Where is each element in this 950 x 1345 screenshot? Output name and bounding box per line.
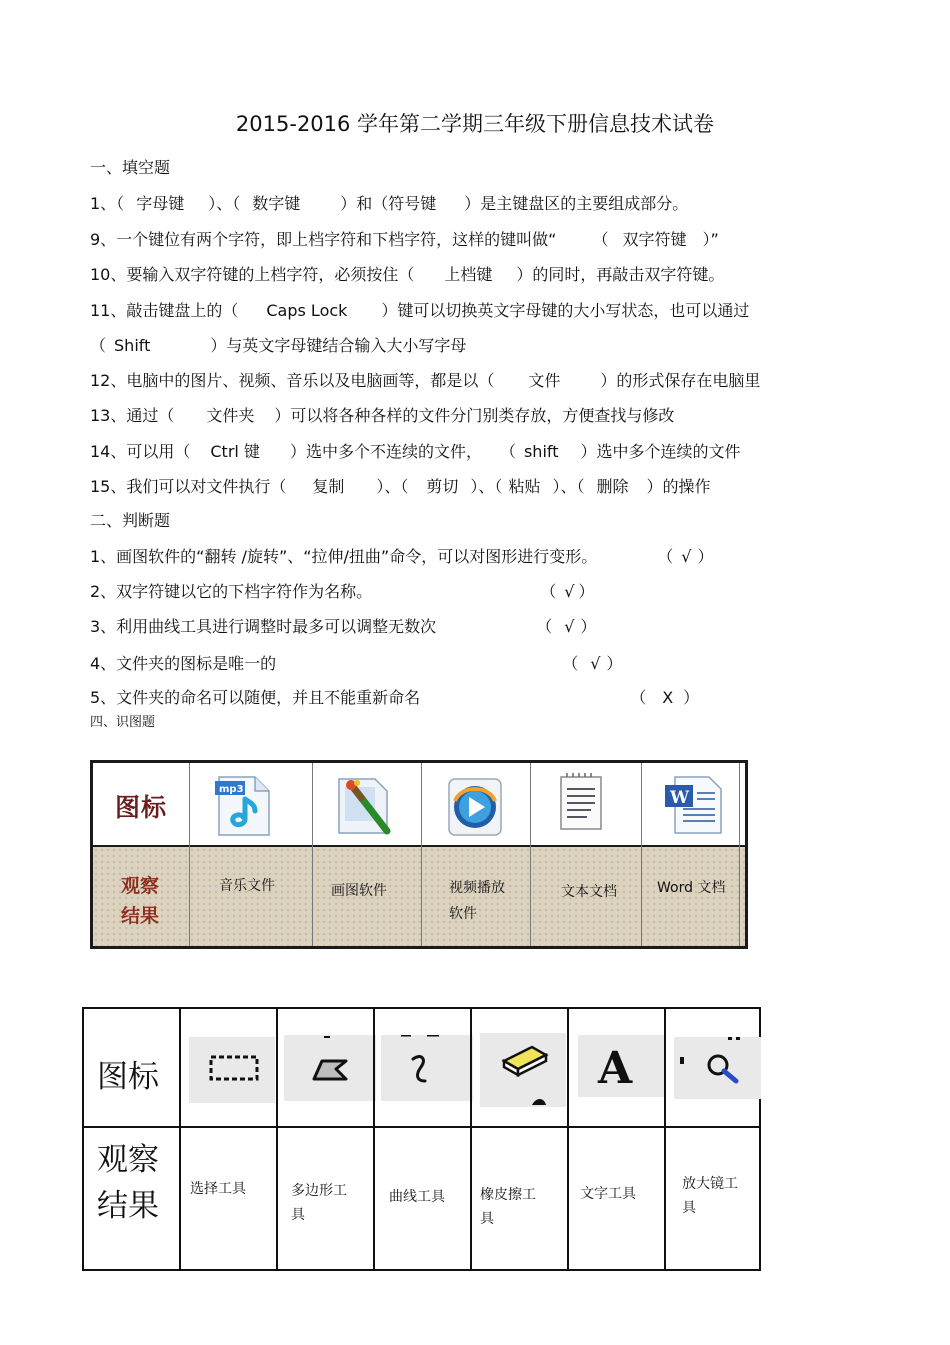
icon-table-2 [82, 1007, 761, 1271]
question-10 [90, 262, 724, 285]
judge-open: （ [540, 582, 557, 601]
judge-close: ） [697, 547, 714, 566]
result-text: 具 [682, 1200, 696, 1216]
judge-answer: √ [590, 654, 601, 673]
media-player-icon [443, 773, 507, 843]
judge-item [90, 614, 596, 637]
question-15 [90, 474, 711, 497]
result-text: 软件 [449, 906, 477, 922]
q12-text: 12、电脑中的图片、视频、音乐以及电脑画等，都是以（ [90, 371, 495, 390]
q15-sep-1: ）、（ [376, 477, 409, 496]
result-header-line-2: 结果 [97, 1188, 159, 1224]
q10-suffix: ）的同时，再敲击双字符键。 [516, 265, 725, 284]
result-cell-paint [331, 878, 387, 904]
judge-open: （ [657, 547, 674, 566]
text-tool-glyph: A [598, 1043, 633, 1094]
result-text: 曲线工具 [389, 1189, 445, 1205]
q14-suffix: ）选中多个连续的文件 [580, 442, 741, 461]
result-cell-select [190, 1177, 246, 1201]
q9-open: （ [592, 230, 609, 249]
result-text: 放大镜工 [682, 1176, 738, 1192]
question-9 [90, 227, 719, 250]
q15-sep-3: ）、（ [552, 477, 585, 496]
judge-item [90, 544, 713, 567]
result-cell-magnifier [682, 1172, 738, 1220]
judge-close: ） [580, 617, 597, 636]
q14-text: 14、可以用（ [90, 442, 191, 461]
paint-icon [333, 773, 397, 843]
question-11-cont [90, 333, 466, 356]
question-1 [90, 191, 688, 214]
result-text: 文字工具 [580, 1186, 636, 1202]
q15-suffix: ）的操作 [646, 477, 711, 496]
result-header-line-2: 结果 [121, 905, 160, 927]
svg-text:W: W [670, 788, 690, 808]
result-text: Word 文档 [657, 880, 726, 896]
q1-suffix: ）是主键盘区的主要组成部分。 [464, 194, 689, 213]
q14-answer-2: shift [523, 442, 559, 461]
result-text: 音乐文件 [219, 878, 275, 894]
q11-text: 11、敲击键盘上的（ [90, 301, 239, 320]
q9-close: ）” [702, 230, 719, 249]
q13-suffix: ）可以将各种各样的文件分门别类存放，方便查找与修改 [274, 406, 675, 425]
result-text: 多边形工 [291, 1183, 347, 1199]
select-tool-icon [189, 1037, 275, 1103]
judge-open: （ [630, 688, 647, 707]
curve-tool-icon [381, 1035, 473, 1101]
icon-table-1 [90, 760, 748, 949]
q15-answer-3: 粘贴 [508, 477, 541, 496]
eraser-tool-icon [480, 1033, 566, 1107]
judge-item [90, 651, 622, 674]
q15-answer-2: 剪切 [426, 477, 459, 496]
result-text: 具 [291, 1207, 305, 1223]
q15-answer-4: 删除 [596, 477, 629, 496]
result-text: 具 [480, 1211, 494, 1227]
q1-answer-1: 字母键 [136, 194, 185, 213]
q1-prefix: 1、（ [90, 194, 125, 213]
q11b-answer: Shift [114, 336, 151, 355]
magnifier-tool-icon [674, 1037, 761, 1099]
judge-question: 3、利用曲线工具进行调整时最多可以调整无数次 [90, 617, 437, 636]
text-tool-icon [578, 1035, 666, 1097]
result-header [121, 871, 159, 931]
judge-open: （ [562, 654, 579, 673]
result-header-line-1: 观察 [97, 1142, 159, 1178]
result-cell-text [580, 1182, 636, 1206]
judge-close: ） [683, 688, 700, 707]
page-title: 2015-2016 学年第二学期三年级下册信息技术试卷 [235, 112, 715, 136]
q11-suffix: ）键可以切换英文字母键的大小写状态，也可以通过 [381, 301, 750, 320]
result-text: 文本文档 [561, 884, 617, 900]
q1-mid: ）和（符号键 [340, 194, 437, 213]
result-header-line-1: 观察 [121, 875, 160, 897]
result-text: 视频播放 [449, 880, 505, 896]
q11b-open: （ [90, 336, 107, 355]
result-text: 选择工具 [190, 1181, 246, 1197]
result-cell-music [219, 873, 275, 899]
result-text: 橡皮擦工 [480, 1187, 536, 1203]
result-cell-word [657, 875, 725, 901]
question-11 [90, 298, 749, 321]
polygon-tool-icon [284, 1035, 376, 1101]
judge-item [90, 685, 699, 708]
q14-open: （ [499, 442, 516, 461]
q14-answer-1: Ctrl 键 [210, 442, 260, 461]
icon-row [93, 763, 745, 847]
q15-text: 15、我们可以对文件执行（ [90, 477, 287, 496]
judge-question: 4、文件夹的图标是唯一的 [90, 654, 277, 673]
judge-item [90, 579, 594, 602]
result-text: 画图软件 [331, 883, 387, 899]
question-12 [90, 368, 760, 391]
q12-suffix: ）的形式保存在电脑里 [600, 371, 761, 390]
section-judge-heading: 二、判断题 [90, 511, 171, 530]
q15-sep-2: ）、（ [470, 477, 503, 496]
judge-question: 2、双字符键以它的下档字符作为名称。 [90, 582, 373, 601]
q13-text: 13、通过（ [90, 406, 175, 425]
judge-close: ） [578, 582, 595, 601]
word-document-icon [661, 773, 727, 841]
q10-text: 10、要输入双字符键的上档字符，必须按住（ [90, 265, 415, 284]
result-cell-eraser [480, 1183, 536, 1231]
q13-answer: 文件夹 [206, 406, 255, 425]
judge-close: ） [606, 654, 623, 673]
icon-header: 图标 [97, 1059, 159, 1095]
svg-text:mp3: mp3 [219, 784, 244, 795]
judge-question: 1、画图软件的“翻转 /旋转”、“拉伸/扭曲”命令，可以对图形进行变形。 [90, 547, 598, 566]
section-fill-heading: 一、填空题 [90, 158, 171, 177]
judge-question: 5、文件夹的命名可以随便，并且不能重新命名 [90, 688, 421, 707]
q9-text: 9、一个键位有两个字符，即上档字符和下档字符，这样的键叫做“ [90, 230, 557, 249]
result-cell-curve [389, 1185, 445, 1209]
result-cell-text [561, 879, 617, 905]
judge-answer: √ [564, 582, 575, 601]
q11b-suffix: ）与英文字母键结合输入大小写字母 [210, 336, 467, 355]
judge-open: （ [536, 617, 553, 636]
q10-answer: 上档键 [444, 265, 493, 284]
judge-answer: √ [681, 547, 692, 566]
q9-answer: 双字符键 [622, 230, 687, 249]
result-header [97, 1137, 159, 1229]
q11-answer: Caps Lock [266, 301, 348, 320]
q14-mid: ）选中多个不连续的文件， [289, 442, 482, 461]
result-cell-video [449, 875, 505, 927]
section-figure-heading: 四、识图题 [90, 715, 156, 730]
icon-header: 图标 [115, 793, 168, 822]
judge-answer: √ [564, 617, 575, 636]
question-13 [90, 403, 674, 426]
q15-answer-1: 复制 [312, 477, 345, 496]
result-cell-polygon [291, 1179, 347, 1227]
q1-sep: ）、（ [208, 194, 241, 213]
judge-answer: X [662, 688, 674, 707]
result-row [93, 847, 745, 946]
text-document-icon [551, 771, 611, 841]
q1-answer-2: 数字键 [252, 194, 301, 213]
question-14 [90, 439, 741, 462]
q12-answer: 文件 [528, 371, 561, 390]
mp3-file-icon [211, 773, 275, 843]
